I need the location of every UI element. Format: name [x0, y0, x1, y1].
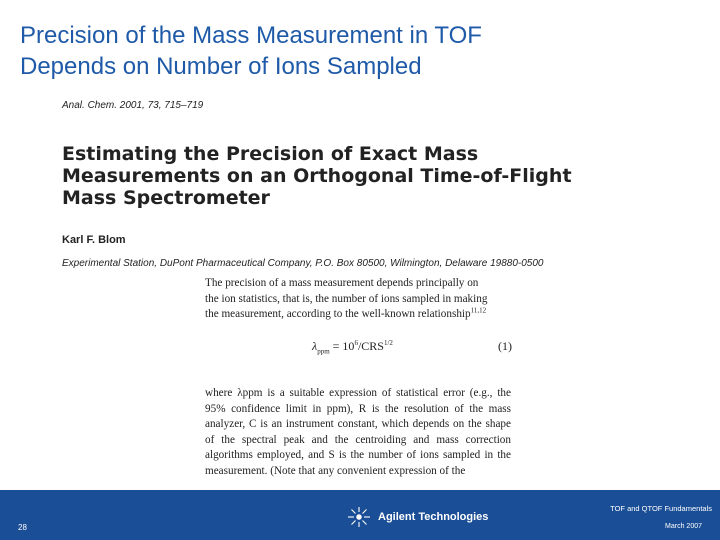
equation-exponent-2: 1/2 [383, 339, 393, 347]
equation-1 [312, 339, 512, 354]
paper-author: Karl F. Blom [62, 234, 126, 246]
slide-title-line1: Precision of the Mass Measurement in TOF [20, 22, 482, 49]
paper-title-line3: Mass Spectrometer [62, 187, 270, 209]
equation-exponent: 6 [354, 339, 358, 347]
paragraph-line: the ion statistics, that is, the number of ions sampled in making [205, 292, 488, 305]
agilent-logo [346, 506, 488, 528]
paper-paragraph-1 [205, 276, 511, 323]
paragraph-line: The precision of a mass measurement depends principally on [205, 277, 479, 289]
paper-affiliation: Experimental Station, DuPont Pharmaceutical Company, P.O. Box 80500, Wilmington, Delaware 19880-0500 [62, 258, 544, 269]
paragraph-line-text: the measurement, according to the well-known relationship [205, 308, 471, 321]
paragraph-line [205, 307, 511, 323]
slide-title [20, 20, 700, 82]
paper-paragraph-2: where λppm is a suitable expression of statistical error (e.g., the 95% confidence limit in ppm), R is the resolution of the mass analyzer, C is an instrument constant, which depends on the shape of the spectral peak and the centroiding and mass correction algorithms employed, and S is the number of ions sampled in the measurement. (Note that any convenient expression of the [205, 387, 511, 477]
equation-number: (1) [498, 339, 512, 353]
reference-superscript: 11,12 [470, 306, 487, 315]
logo-text: Agilent Technologies [378, 511, 489, 523]
equation-lambda: λ [312, 339, 318, 353]
journal-reference: Anal. Chem. 2001, 73, 715–719 [62, 100, 204, 111]
equation-mid: = 10 [329, 339, 355, 353]
footer-course-title: TOF and QTOF Fundamentals [610, 504, 712, 513]
equation-subscript: ppm [317, 347, 330, 356]
paper-title [62, 143, 622, 209]
page-number: 28 [18, 523, 27, 532]
agilent-spark-icon [346, 506, 372, 528]
slide-title-line2: Depends on Number of Ions Sampled [20, 53, 422, 80]
footer-date: March 2007 [665, 523, 702, 530]
footer-bar [0, 490, 720, 540]
equation-rhs: /CRS [357, 339, 384, 353]
paper-title-line2: Measurements on an Orthogonal Time-of-Flight [62, 165, 572, 187]
paper-title-line1: Estimating the Precision of Exact Mass [62, 143, 479, 165]
